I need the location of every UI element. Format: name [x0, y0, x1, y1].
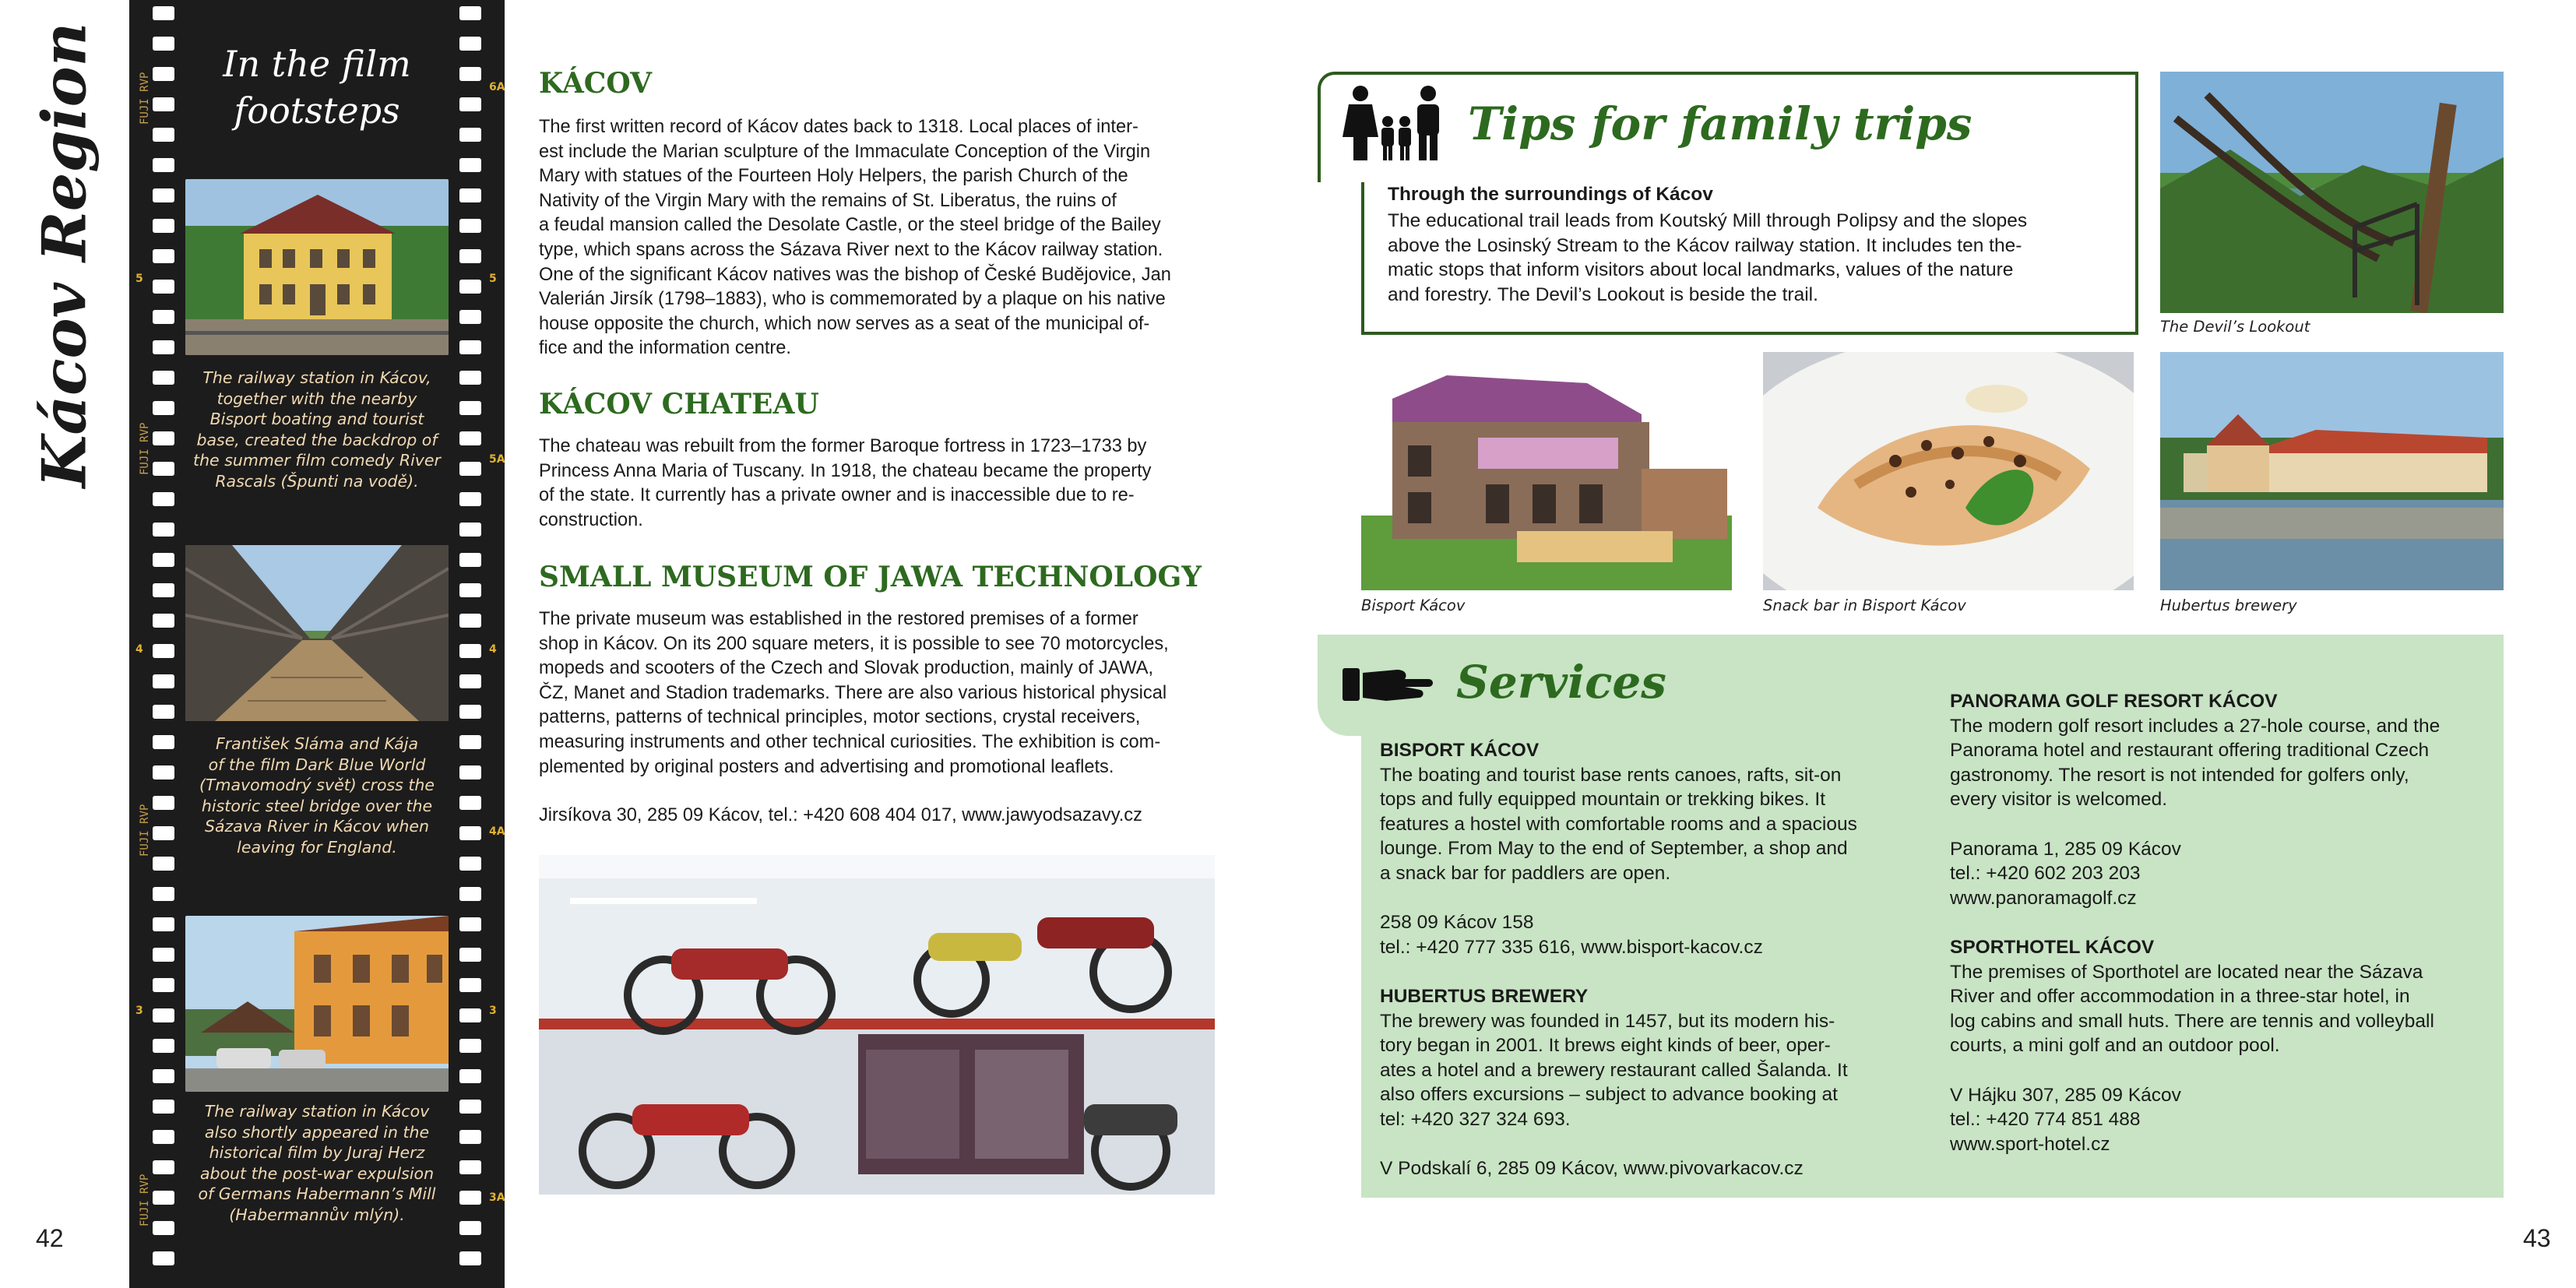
film-perforation [153, 188, 174, 202]
film-perforation [459, 462, 481, 476]
page-number-left: 42 [36, 1224, 64, 1252]
film-perforation [153, 614, 174, 628]
film-perforation [153, 128, 174, 142]
film-perforation [459, 1191, 481, 1205]
tips-body: The educational trail leads from Koutský Mill through Polipsy and the slopes above the Losinský Stream to the Kácov railway station. It includes ten the- matic stops that inform visitors about local landmarks, values of the nature and forestry. The Devil’s Lookout is beside the trail. [1388, 210, 2028, 305]
film-perforation [153, 431, 174, 445]
photo-hubertus-brewery [2160, 352, 2504, 590]
film-perforation [459, 917, 481, 931]
film-perforation [153, 1160, 174, 1174]
film-perforation [459, 765, 481, 779]
service-name: PANORAMA GOLF RESORT KÁCOV [1950, 691, 2278, 712]
family-icon [1341, 84, 1450, 165]
film-perforation [153, 887, 174, 901]
service-bisport: BISPORT KÁCOV The boating and tourist base rents canoes, rafts, sit-on tops and fully equipped mountain or trekking bikes. It features a hostel with comfortable rooms and a spacious lounge. From May to the end of September, a shop and a snack bar for paddlers are open. 258 09 Kácov 158 tel.: +420 777 335 616, www.bisport-kacov.cz [1380, 738, 1914, 959]
film-heading-line: In the film [223, 43, 411, 85]
photo-snack-bar [1763, 352, 2134, 590]
service-sporthotel: SPORTHOTEL KÁCOV The premises of Sporthotel are located near the Sázava River and offer accommodation in a three-star hotel, in log cabins and small huts. There are tennis and volleyball courts, a mini golf and an outdoor pool. V Hájku 307, 285 09 Kácov tel.: +420 774 851 488 www.sport-hotel.cz [1950, 935, 2484, 1156]
film-perforation [153, 6, 174, 20]
section-body-museum: The private museum was established in the restored premises of a former shop in Kácov. On its 200 square meters, it is possible to see 70 motorcycles, mopeds and scooters of the Czech and Slovak production, mainly of JAWA, ČZ, Manet and Stadion trademarks. There are also various historical physical patterns, patterns of technical principles, motor sections, crystal receivers, measuring instruments and other technical curiosities. The exhibition is com- plemented by original posters and advertising and promotional leaflets. [539, 609, 1169, 777]
service-name: BISPORT KÁCOV [1380, 740, 1540, 761]
film-perforation [153, 492, 174, 506]
film-perforation [459, 492, 481, 506]
film-perforation [459, 553, 481, 567]
film-perforation [153, 523, 174, 537]
film-perforation [459, 310, 481, 324]
film-perforation [459, 887, 481, 901]
film-perforation [459, 1130, 481, 1144]
film-frame-mark: 5A [489, 453, 505, 466]
film-perforation [153, 857, 174, 871]
film-perforation [459, 188, 481, 202]
film-perforation [459, 6, 481, 20]
photo-railway-station [185, 179, 449, 355]
film-perforation [459, 1008, 481, 1022]
film-perforation [153, 705, 174, 719]
film-perforation [459, 249, 481, 263]
film-perforation [153, 1039, 174, 1053]
film-caption-2: František Sláma and Kája of the film Dark Blue World (Tmavomodrý svět) cross the historic steel bridge over the Sázava River in Kácov when leaving for England. [199, 734, 435, 857]
hand-icon [1343, 662, 1436, 712]
film-perforation [153, 249, 174, 263]
services-title: Services [1456, 656, 1666, 709]
film-perforation [153, 978, 174, 992]
film-perforation [153, 826, 174, 840]
photo-bisport [1361, 352, 1732, 590]
region-title-text: Kácov Region [29, 22, 100, 487]
service-name: HUBERTUS BREWERY [1380, 986, 1589, 1007]
film-perforation [153, 462, 174, 476]
film-perforation [153, 37, 174, 51]
film-perforation [153, 97, 174, 111]
film-perforation [153, 674, 174, 688]
film-perforation [459, 280, 481, 294]
film-frame-mark: 3A [489, 1191, 505, 1204]
film-caption-1: The railway station in Kácov, together with the nearby Bisport boating and tourist base, created the backdrop of the summer film comedy River Rascals (Špunti na vodě). [193, 368, 441, 491]
film-perforation [459, 644, 481, 658]
film-perforation [153, 1221, 174, 1235]
film-strip [129, 0, 505, 1288]
film-perforation [459, 1160, 481, 1174]
film-perforation [459, 523, 481, 537]
section-title-kacov: KÁCOV [539, 67, 653, 100]
photo-railway-station-2 [185, 916, 449, 1092]
film-perforation [459, 219, 481, 233]
service-name: SPORTHOTEL KÁCOV [1950, 937, 2155, 958]
film-perforations-left [153, 0, 174, 1288]
film-frame-mark: 4 [489, 643, 497, 656]
film-heading [176, 40, 458, 134]
film-brand-text: FUJI RVP [139, 1174, 151, 1226]
film-brand-text: FUJI RVP [139, 72, 151, 125]
film-perforation [459, 735, 481, 749]
service-hubertus: HUBERTUS BREWERY The brewery was founded in 1457, but its modern his- tory began in 2001. It brews eight kinds of beer, oper- ates a hotel and a brewery restaurant called Šalanda. It also offers excursions – subject to advance booking at tel: +420 327 324 693. V Podskalí 6, 285 09 Kácov, www.pivovarkacov.cz [1380, 984, 1914, 1181]
caption-hubertus-brewery: Hubertus brewery [2160, 596, 2297, 614]
film-perforation [153, 340, 174, 354]
service-panorama: PANORAMA GOLF RESORT KÁCOV The modern golf resort includes a 27-hole course, and the Panorama hotel and restaurant offering traditional Czech gastronomy. The resort is not intended for golfers only, every visitor is welcomed. Panorama 1, 285 09 Kácov tel.: +420 602 203 203 www.panoramagolf.cz [1950, 689, 2484, 910]
film-perforation [153, 917, 174, 931]
film-brand-text: FUJI RVP [139, 422, 151, 475]
tips-title: Tips for family trips [1468, 97, 1972, 150]
museum-contact: Jirsíkova 30, 285 09 Kácov, tel.: +420 608 404 017, www.jawyodsazavy.cz [539, 805, 1142, 825]
film-perforation [459, 37, 481, 51]
film-perforation [153, 644, 174, 658]
film-perforation [459, 158, 481, 172]
film-perforation [153, 280, 174, 294]
film-perforation [153, 310, 174, 324]
film-perforation [153, 948, 174, 962]
film-perforation [153, 1008, 174, 1022]
film-perforation [153, 1191, 174, 1205]
film-perforation [459, 1221, 481, 1235]
film-perforation [459, 826, 481, 840]
film-perforation [153, 219, 174, 233]
film-frame-mark: 5 [135, 273, 143, 285]
photo-steel-bridge [185, 545, 449, 721]
film-perforation [459, 978, 481, 992]
film-brand-text: FUJI RVP [139, 804, 151, 857]
region-title [0, 0, 128, 1288]
tips-subtitle: Through the surroundings of Kácov [1388, 184, 1713, 205]
film-frame-mark: 4A [489, 825, 505, 838]
film-perforations-right [459, 0, 481, 1288]
film-frame-mark: 3 [135, 1005, 143, 1017]
film-perforation [459, 1251, 481, 1265]
section-body-chateau: The chateau was rebuilt from the former Baroque fortress in 1723–1733 by Princess Anna Maria of Tuscany. In 1918, the chateau became the property of the state. It currently has a private owner and is inaccessible due to re- construction. [539, 436, 1152, 530]
film-perforation [459, 340, 481, 354]
film-perforation [153, 67, 174, 81]
film-perforation [153, 158, 174, 172]
film-perforation [459, 1039, 481, 1053]
film-perforation [459, 67, 481, 81]
film-perforation [153, 765, 174, 779]
film-perforation [459, 796, 481, 810]
caption-devils-lookout: The Devil’s Lookout [2160, 318, 2310, 336]
caption-bisport: Bisport Kácov [1361, 596, 1466, 614]
section-body-kacov: The first written record of Kácov dates back to 1318. Local places of inter- est include the Marian sculpture of the Immaculate Conception of the Virgin Mary with statues of the Fourteen Holy Helpers, the parish Church of the Nativity of the Virgin Mary with the remains of St. Liberatus, the ruins of a feudal mansion called the Desolate Castle, or the steel bridge of the Bailey type, which spans across the Sázava River next to the Kácov railway station. One of the significant Kácov natives was the bishop of České Budějovice, Jan Valerián Jirsík (1798–1883), who is commemorated by a plaque on his native house opposite the church, which now serves as a seat of the municipal of- fice and the information centre. [539, 117, 1171, 359]
film-perforation [459, 128, 481, 142]
caption-snack-bar: Snack bar in Bisport Kácov [1763, 596, 1966, 614]
film-perforation [459, 431, 481, 445]
film-perforation [153, 1100, 174, 1114]
section-title-museum: SMALL MUSEUM OF JAWA TECHNOLOGY [539, 561, 1202, 593]
film-frame-mark: 5 [489, 273, 497, 285]
film-perforation [459, 857, 481, 871]
film-perforation [153, 401, 174, 415]
film-perforation [153, 553, 174, 567]
film-perforation [153, 1130, 174, 1144]
film-perforation [459, 1069, 481, 1083]
page-number-right: 43 [2523, 1224, 2551, 1252]
film-perforation [153, 735, 174, 749]
film-frame-mark: 4 [135, 643, 143, 656]
film-perforation [153, 1251, 174, 1265]
film-frame-mark: 3 [489, 1005, 497, 1017]
film-perforation [153, 583, 174, 597]
film-perforation [459, 948, 481, 962]
film-perforation [459, 705, 481, 719]
film-perforation [459, 97, 481, 111]
photo-devils-lookout [2160, 72, 2504, 313]
film-perforation [459, 614, 481, 628]
film-perforation [459, 371, 481, 385]
section-title-chateau: KÁCOV CHATEAU [539, 388, 819, 421]
film-caption-3: The railway station in Kácov also shortly appeared in the historical film by Juraj Herz about the post-war expulsion of Germans Habermann’s Mill (Habermannův mlýn). [198, 1102, 436, 1224]
film-perforation [153, 371, 174, 385]
photo-jawa-museum [539, 855, 1215, 1195]
film-frame-mark: 6A [489, 81, 505, 93]
film-heading-line: footsteps [234, 90, 400, 132]
film-perforation [459, 674, 481, 688]
film-perforation [153, 1069, 174, 1083]
film-perforation [459, 401, 481, 415]
film-perforation [459, 583, 481, 597]
film-perforation [153, 796, 174, 810]
film-perforation [459, 1100, 481, 1114]
